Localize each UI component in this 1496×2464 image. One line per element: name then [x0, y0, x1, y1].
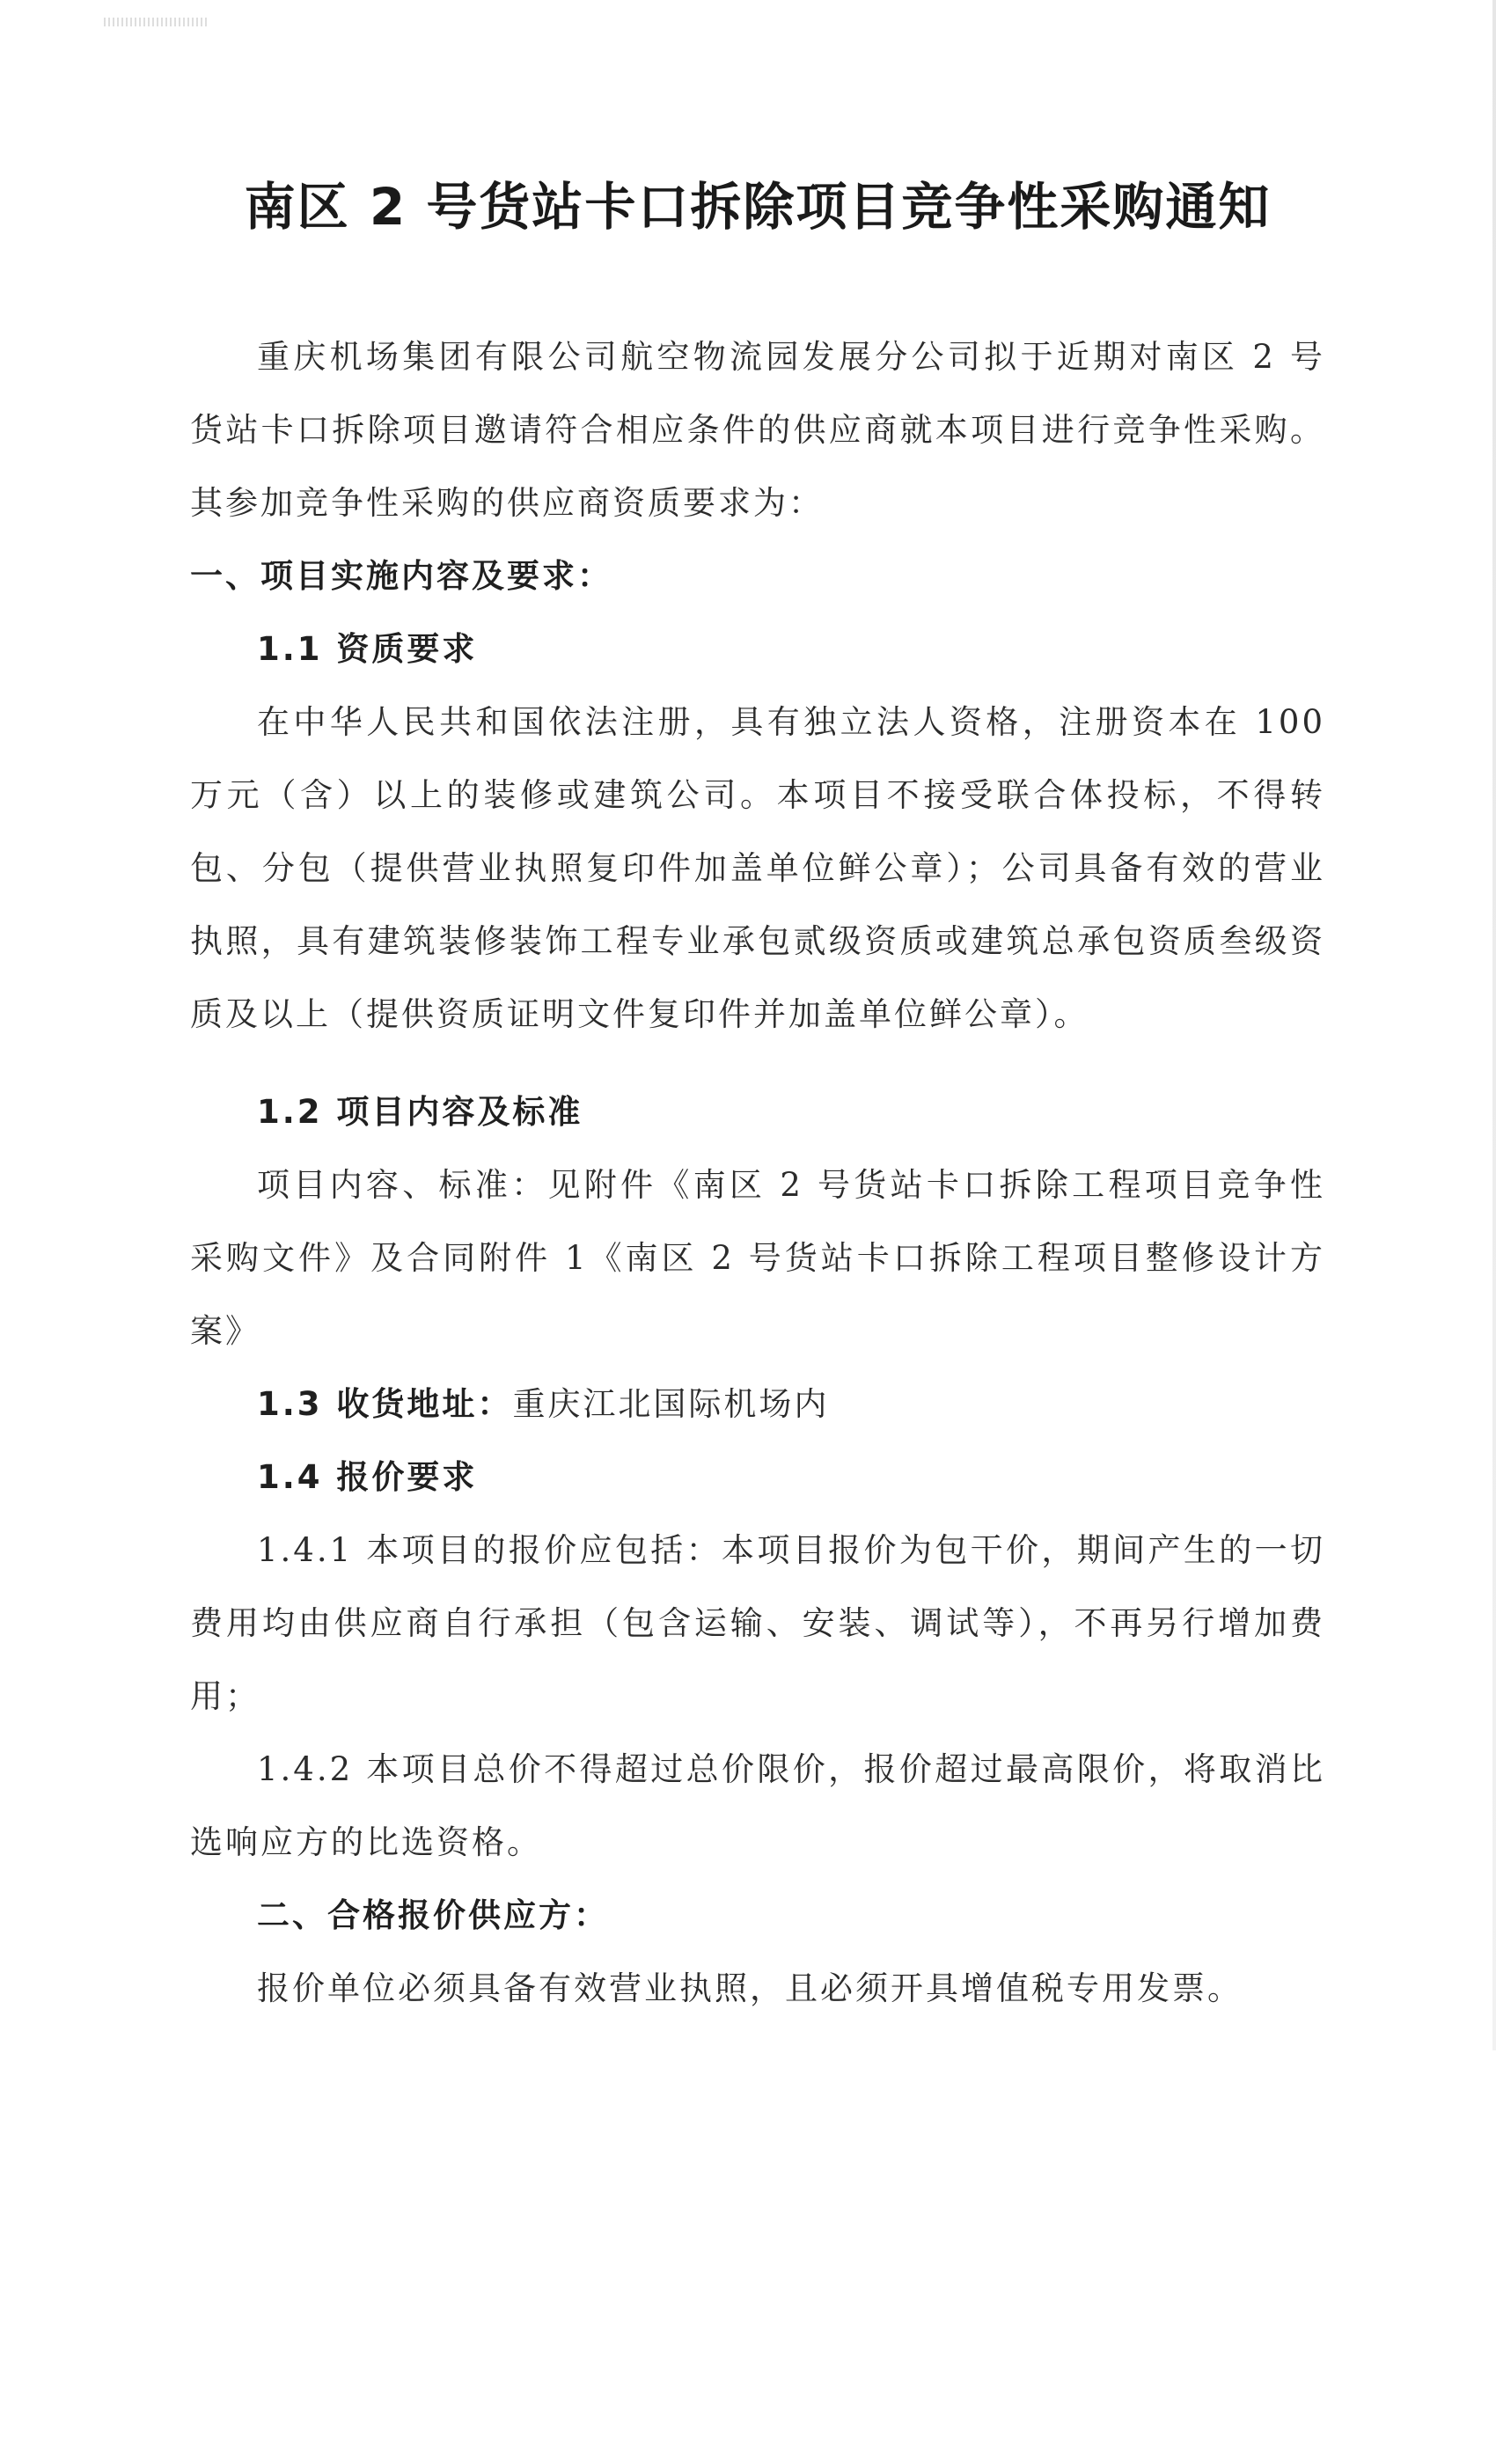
section-1-4-heading: 1.4 报价要求 [257, 1458, 478, 1496]
intro-paragraph: 重庆机场集团有限公司航空物流园发展分公司拟于近期对南区 2 号货站卡口拆除项目邀请符合相应条件的供应商就本项目进行竞争性采购。其参加竞争性采购的供应商资质要求为： [190, 338, 1325, 522]
section-1-1-body: 在中华人民共和国依法注册，具有独立法人资格，注册资本在 100 万元（含）以上的装修或建筑公司。本项目不接受联合体投标，不得转包、分包（提供营业执照复印件加盖单位鲜公章）；公司具备有效的营业执照，具有建筑装修装饰工程专业承包贰级资质或建筑总承包资质叁级资质及以上（提供资质证明文件复印件并加盖单位鲜公章）。 [190, 703, 1325, 1033]
document-title: 南区 2 号货站卡口拆除项目竞争性采购通知 [244, 177, 1272, 237]
section-2-body: 报价单位必须具备有效营业执照，且必须开具增值税专用发票。 [257, 1969, 1243, 2007]
section-1-3-label: 1.3 收货地址： [257, 1385, 513, 1423]
section-1-3-value: 重庆江北国际机场内 [512, 1385, 830, 1423]
section-2-heading: 二、合格报价供应方： [257, 1896, 609, 1934]
section-1-heading: 一、项目实施内容及要求： [190, 557, 612, 595]
section-1-1-heading: 1.1 资质要求 [257, 630, 478, 668]
section-1-2-body: 项目内容、标准：见附件《南区 2 号货站卡口拆除工程项目竞争性采购文件》及合同附件 1《南区 2 号货站卡口拆除工程项目整修设计方案》 [190, 1166, 1325, 1350]
document-page [190, 141, 1325, 2025]
section-1-4-2-body: 1.4.2 本项目总价不得超过总价限价，报价超过最高限价，将取消比选响应方的比选资格。 [190, 1750, 1325, 1861]
scan-edge [1492, 0, 1496, 2050]
section-1-3-line [190, 1368, 1325, 1441]
scan-artifact [104, 18, 209, 26]
section-1-2-heading: 1.2 项目内容及标准 [257, 1093, 583, 1131]
section-1-4-1-body: 1.4.1 本项目的报价应包括：本项目报价为包干价，期间产生的一切费用均由供应商自行承担（包含运输、安装、调试等），不再另行增加费用； [190, 1531, 1325, 1715]
